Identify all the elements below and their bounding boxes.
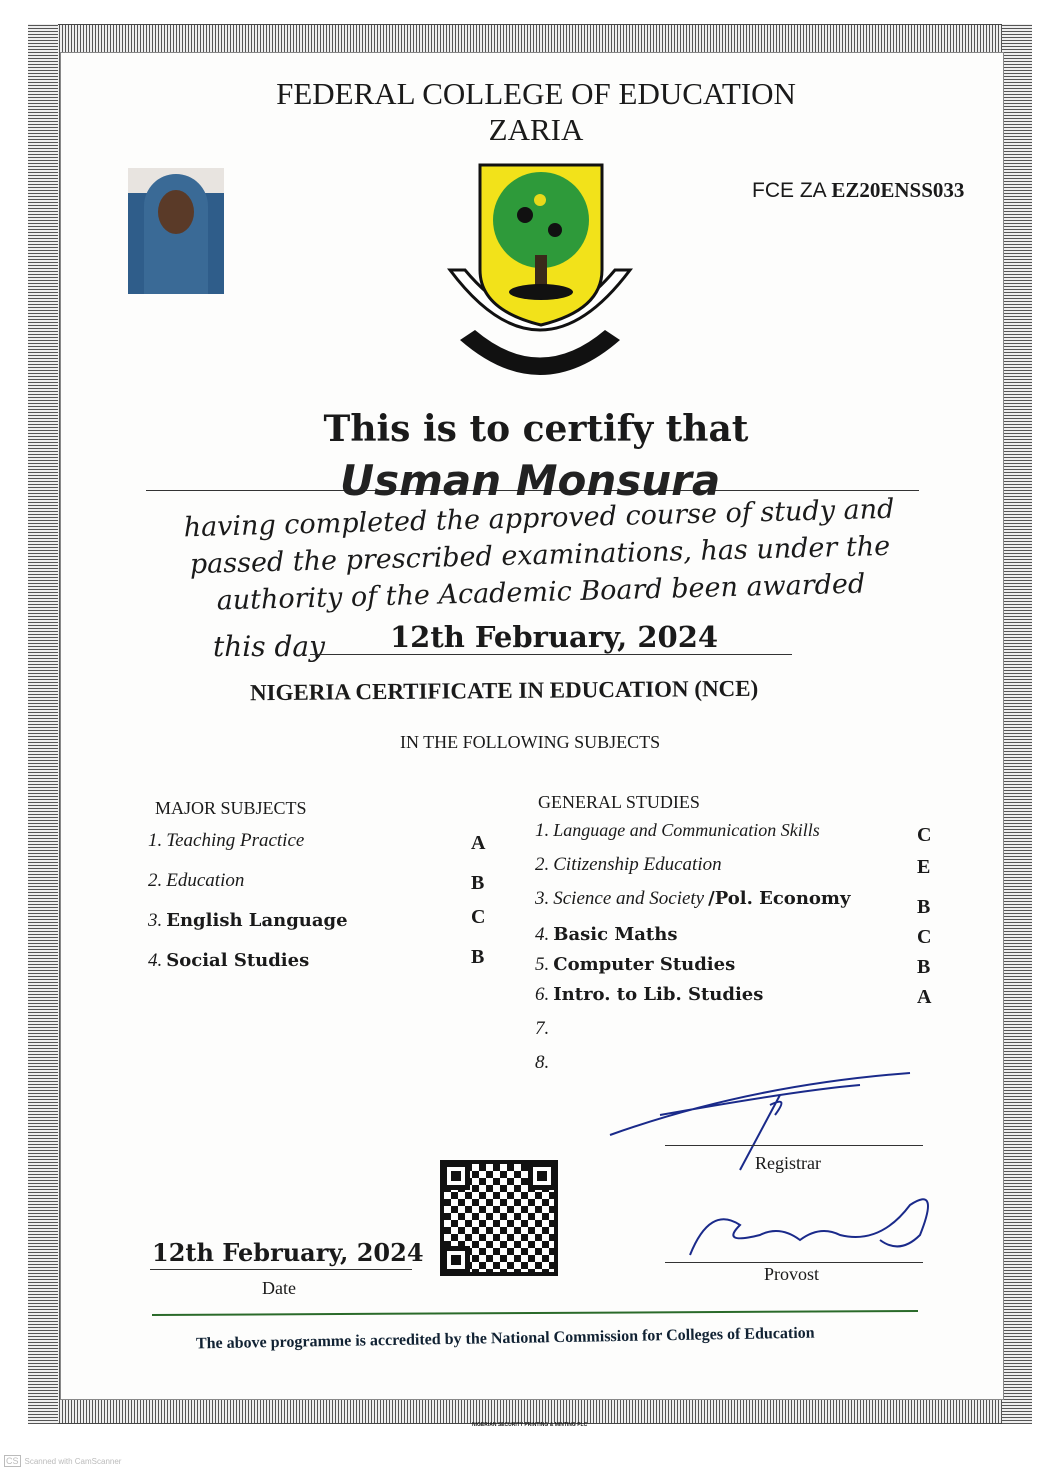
- subject-name-extra: /Pol. Economy: [708, 888, 851, 909]
- institution-name: FEDERAL COLLEGE OF EDUCATION: [276, 76, 796, 111]
- subject-row: 8.: [535, 1052, 550, 1073]
- major-subjects-heading: MAJOR SUBJECTS: [155, 798, 307, 818]
- subject-row: 5. Computer Studies B: [535, 954, 931, 978]
- date-underline: [310, 654, 792, 655]
- student-photo: [128, 168, 224, 294]
- award-title: NIGERIA CERTIFICATE IN EDUCATION (NCE): [249, 675, 759, 706]
- subjects-heading: IN THE FOLLOWING SUBJECTS: [400, 732, 661, 752]
- footer-date: 12th February, 2024: [152, 1238, 424, 1267]
- award-date: 12th February, 2024: [390, 620, 719, 654]
- subject-name: Citizenship Education: [553, 854, 722, 875]
- subject-row: 1. Teaching Practice A: [148, 830, 486, 854]
- subject-grade: B: [471, 872, 485, 894]
- subject-name: Science and Society: [553, 888, 705, 909]
- institution-city: ZARIA: [488, 112, 584, 147]
- major-subjects-list: [148, 830, 498, 990]
- general-studies-list: [535, 820, 935, 1086]
- subject-row: 3. Science and Society /Pol. Economy B: [535, 888, 931, 918]
- subject-grade: B: [917, 896, 931, 918]
- subject-name: Education: [166, 870, 245, 891]
- subject-row: 2. Education B: [148, 870, 485, 894]
- subject-name: Social Studies: [166, 950, 310, 971]
- subject-name: Basic Maths: [553, 924, 678, 945]
- verification-qr-code[interactable]: [440, 1160, 558, 1276]
- subject-row: 7.: [535, 1018, 550, 1039]
- subject-grade: C: [917, 926, 932, 948]
- subject-name: Teaching Practice: [166, 830, 305, 851]
- date-label: Date: [262, 1278, 296, 1298]
- subject-grade: B: [917, 956, 931, 978]
- subject-grade: A: [917, 986, 932, 1008]
- camscanner-logo-icon: CS: [6, 1456, 19, 1466]
- printer-credit: NIGERIAN SECURITY PRINTING & MINTING PLC: [472, 1422, 588, 1428]
- general-studies-heading: GENERAL STUDIES: [538, 792, 700, 812]
- camscanner-watermark: [4, 1455, 121, 1467]
- provost-signature: [680, 1185, 940, 1265]
- accreditation-statement: The above programme is accredited by the National Commission for Colleges of Education: [195, 1324, 815, 1353]
- subject-name: Language and Communication Skills: [553, 820, 820, 840]
- date-line: [150, 1269, 412, 1270]
- certificate-statement: [169, 490, 912, 620]
- recipient-name: Usman Monsura: [340, 456, 721, 505]
- college-crest: [440, 160, 640, 390]
- subject-grade: A: [471, 832, 486, 854]
- certify-heading: This is to certify that: [323, 408, 749, 450]
- subject-grade: B: [471, 946, 485, 968]
- registrar-line: [665, 1145, 923, 1146]
- statement-line: authority of the Academic Board been awarded: [216, 568, 866, 617]
- statement-line: having completed the approved course of study and: [183, 493, 895, 544]
- statement-line: passed the prescribed examinations, has under the: [189, 530, 891, 581]
- subject-row: 4. Basic Maths C: [535, 924, 932, 948]
- subject-name: Intro. to Lib. Studies: [553, 984, 764, 1005]
- subject-grade: E: [917, 856, 931, 878]
- reference-number: FCE ZA EZ20ENSS033: [752, 178, 965, 202]
- subject-name: Computer Studies: [553, 954, 736, 975]
- provost-line: [665, 1262, 923, 1263]
- subject-row: 1. Language and Communication Skills C: [535, 820, 932, 846]
- subject-row: 4. Social Studies B: [148, 946, 485, 971]
- registrar-label: Registrar: [755, 1153, 821, 1173]
- subject-row: 3. English Language C: [148, 906, 486, 931]
- subject-row: 6. Intro. to Lib. Studies A: [535, 984, 932, 1008]
- subject-row: 2. Citizenship Education E: [535, 854, 931, 878]
- subject-grade: C: [917, 824, 932, 846]
- provost-label: Provost: [764, 1264, 820, 1284]
- this-day-label: this day: [213, 630, 325, 663]
- subject-grade: C: [471, 906, 486, 928]
- subject-name: English Language: [166, 910, 348, 931]
- camscanner-text: Scanned with CamScanner: [24, 1456, 122, 1466]
